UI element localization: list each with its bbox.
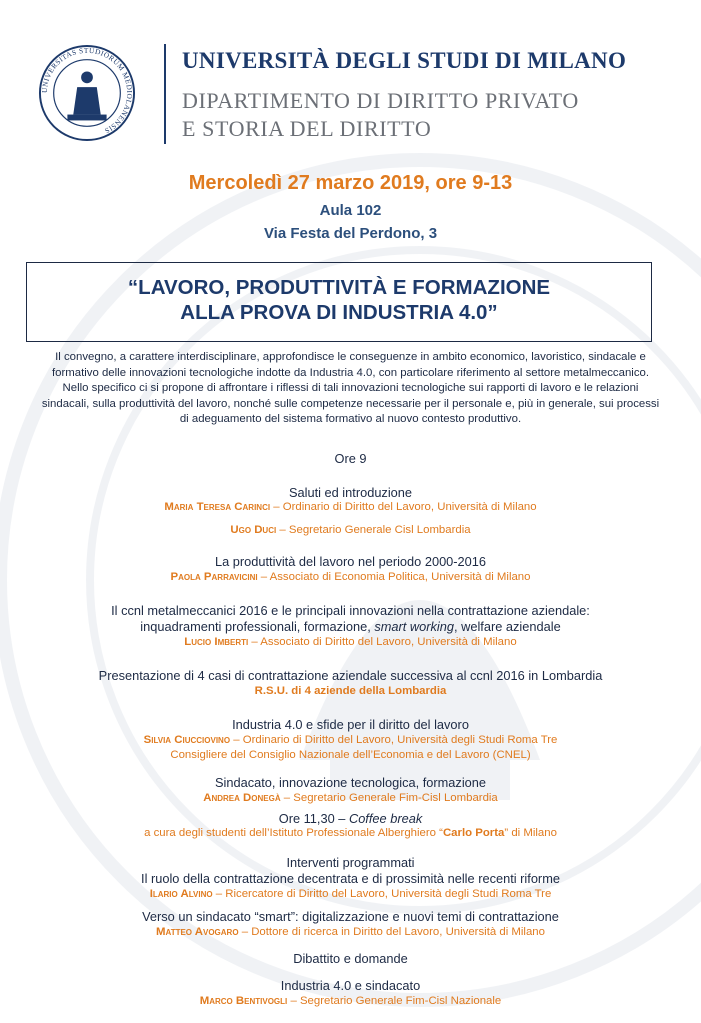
university-seal-logo <box>38 44 136 142</box>
section-header: Interventi programmati <box>286 855 415 870</box>
header-divider <box>164 44 166 144</box>
speaker-line: Andrea Donegà – Segretario Generale Fim-Cisl Lombardia <box>203 792 498 804</box>
speaker-line: Marco Bentivogli – Segretario Generale Fim-Cisl Nazionale <box>199 995 502 1007</box>
speaker-line: Lucio Imberti – Associato di Diritto del Lavoro, Università di Milano <box>184 636 517 648</box>
coffee-break-organizer: a cura degli studenti dell’Istituto Professionale Alberghiero “Carlo Porta” di Milano <box>144 827 557 839</box>
department-name-line2: E STORIA DEL DIRITTO <box>182 116 432 141</box>
svg-text:UNIVERSITAS STUDIORUM MEDIOLAN: UNIVERSITAS STUDIORUM MEDIOLANENSIS <box>39 45 135 136</box>
speaker-line: R.S.U. di 4 aziende della Lombardia <box>254 685 447 697</box>
session-title: Il ruolo della contrattazione decentrata e di prossimità nelle recenti riforme <box>141 871 560 886</box>
session-title: Verso un sindacato “smart”: digitalizzazione e nuovi temi di contrattazione <box>142 909 559 924</box>
university-name: UNIVERSITÀ DEGLI STUDI DI MILANO <box>182 48 627 73</box>
session-title: Presentazione di 4 casi di contrattazione aziendale successiva al ccnl 2016 in Lombardia <box>98 668 603 683</box>
event-title-line1: “LAVORO, PRODUTTIVITÀ E FORMAZIONE <box>127 276 551 299</box>
speaker-line: Ilario Alvino – Ricercatore di Diritto del Lavoro, Università degli Studi Roma Tre <box>149 888 552 900</box>
speaker-line: Consigliere del Consiglio Nazionale dell’Economia e del Lavoro (CNEL) <box>170 749 531 761</box>
event-date: Mercoledì 27 marzo 2019, ore 9-13 <box>188 172 513 194</box>
event-title-box <box>26 262 652 342</box>
coffee-break: Ore 11,30 – Coffee break <box>278 811 423 826</box>
event-room: Aula 102 <box>319 202 382 219</box>
speaker-line: Ugo Duci – Segretario Generale Cisl Lombardia <box>230 524 471 536</box>
session-title: Industria 4.0 e sindacato <box>280 978 421 993</box>
speaker-line: Maria Teresa Carinci – Ordinario di Diritto del Lavoro, Università di Milano <box>164 501 537 513</box>
session-title: Industria 4.0 e sfide per il diritto del lavoro <box>232 717 469 732</box>
session-title: Il ccnl metalmeccanici 2016 e le principali innovazioni nella contrattazione aziendale: <box>111 603 590 618</box>
department-name-line1: DIPARTIMENTO DI DIRITTO PRIVATO <box>182 88 579 113</box>
speaker-line: Paola Parravicini – Associato di Economia Politica, Università di Milano <box>170 571 531 583</box>
abstract-paragraph: Il convegno, a carattere interdisciplinare, approfondisce le conseguenze in ambito economico, lavoristico, sindacale e formativo delle innovazioni tecnologiche indotte da Industria 4.0, con particolare riferimento al settore metalmeccanico. Nello specifico ci si propone di affrontare i riflessi di tali innovazioni tecnologiche sui rapporti di lavoro e le relazioni sindacali, sulla produttività del lavoro, nonché sulle competenze necessarie per il personale e, più in generale, sui processi di adeguamento del sistema formativo al nuovo contesto produttivo. <box>41 351 660 426</box>
session-title: La produttività del lavoro nel periodo 2000-2016 <box>214 554 487 569</box>
session-title: Saluti ed introduzione <box>288 485 413 500</box>
speaker-line: Silvia Ciucciovino – Ordinario di Diritto del Lavoro, Università degli Studi Roma Tre <box>143 734 558 746</box>
speaker-line: Matteo Avogaro – Dottore di ricerca in Diritto del Lavoro, Università di Milano <box>156 926 545 938</box>
session-title: Sindacato, innovazione tecnologica, formazione <box>214 775 487 790</box>
session-title: inquadramenti professionali, formazione, smart working, welfare aziendale <box>140 619 561 634</box>
program-start-time: Ore 9 <box>334 451 367 466</box>
event-title-line2: ALLA PROVA DI INDUSTRIA 4.0” <box>180 301 498 324</box>
session-title: Dibattito e domande <box>293 951 408 966</box>
event-address: Via Festa del Perdono, 3 <box>263 225 438 242</box>
